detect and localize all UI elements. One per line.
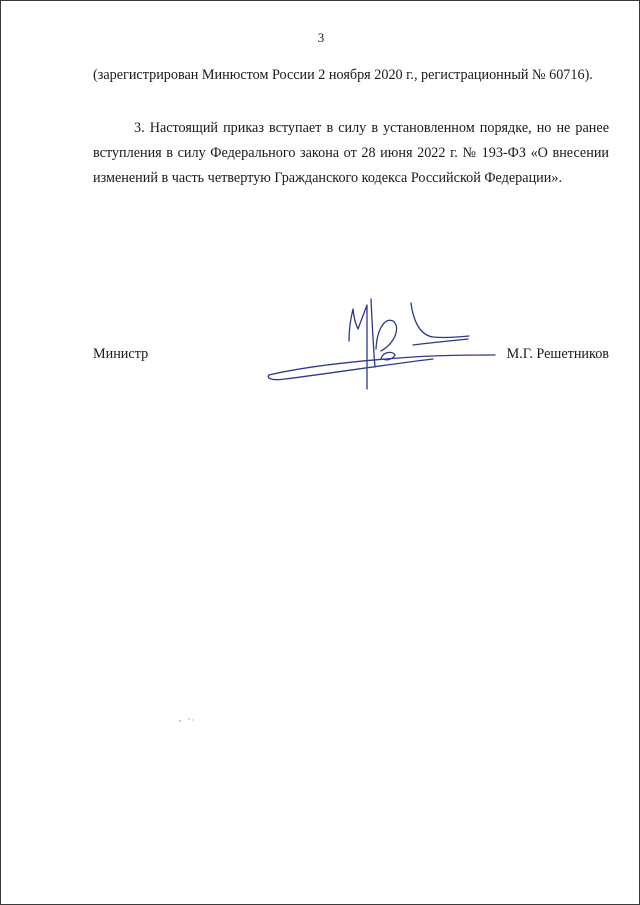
scan-speck bbox=[177, 717, 207, 723]
position-title: Министр bbox=[93, 346, 149, 362]
handwritten-signature bbox=[263, 289, 503, 399]
page-number: 3 bbox=[317, 30, 325, 45]
paragraph-registration: (зарегистрирован Минюстом России 2 ноября 2020 г., регистрационный № 60716). bbox=[93, 67, 593, 83]
signer-name: М.Г. Решетников bbox=[506, 346, 609, 362]
paragraph-effective-date: 3. Настоящий приказ вступает в силу в установленном порядке, но не ранее вступления в силу Федерального закона от 28 июня 2022 г. № 193-ФЗ «О внесении изменений в часть четвертую Гражданского кодекса Российской Федерации». bbox=[93, 120, 609, 186]
